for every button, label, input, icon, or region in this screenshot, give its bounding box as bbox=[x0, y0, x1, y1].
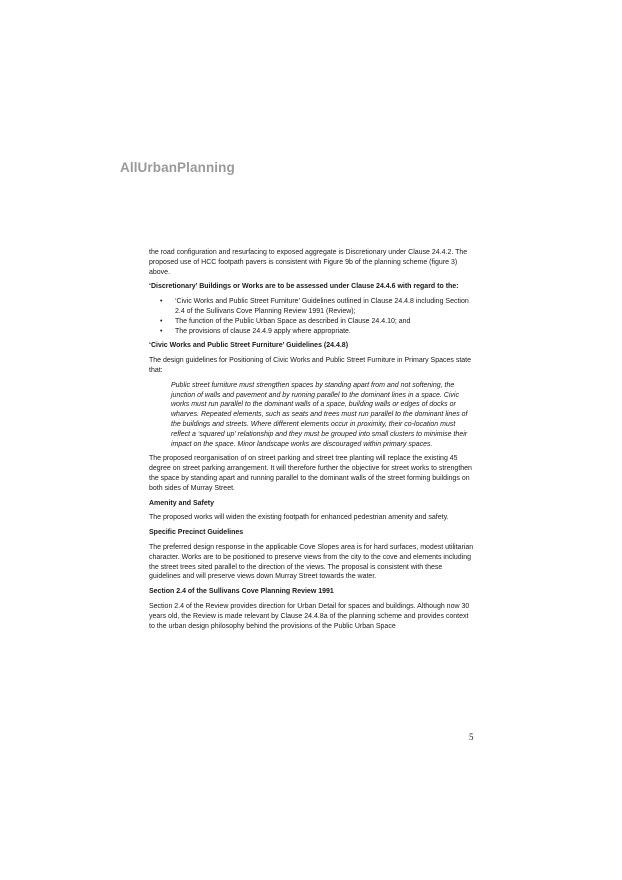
guidelines-quote: Public street furniture must strengthen spaces by standing apart from and not softening, the junction of walls and pavement and by running parallel to the dominant lines in a space. Civic works must run parallel to the dominant walls of a space, building walls or edges of docks or wharves. Repeated elements, such as seats and trees must run parallel to the dominant lines of the buildings and streets. Where different elements occur in proximity, their co-location must reflect a ‘squared up’ relationship and they must be grouped into small clusters to minimise their impact on the space. Minor landscape works are discouraged within primary spaces. bbox=[171, 381, 468, 448]
paragraph-road-configuration: the road configuration and resurfacing to exposed aggregate is Discretionary under Clause 24.4.2. The proposed use of HCC footpath pavers is consistent with Figure 9b of the planning scheme (figure 3) above. bbox=[149, 249, 468, 276]
page-number: 5 bbox=[469, 732, 474, 742]
list-item: • ‘Civic Works and Public Street Furniture’ Guidelines outlined in Clause 24.4.8 including Section 2.4 of the Sullivans Cove Planning Review 1991 (Review); bbox=[175, 297, 475, 317]
heading-discretionary-works: ‘Discretionary’ Buildings or Works are to be assessed under Clause 24.4.6 with regard to the: bbox=[149, 283, 459, 291]
assessment-criteria-list bbox=[149, 297, 475, 336]
heading-precinct-guidelines: Specific Precinct Guidelines bbox=[149, 529, 244, 537]
heading-amenity-safety: Amenity and Safety bbox=[149, 499, 214, 507]
paragraph-cove-slopes: The preferred design response in the applicable Cove Slopes area is for hard surfaces, modest utilitarian character. Works are to be positioned to preserve views from the city to the cove and elements including the street trees sited parallel to the direction of the views. The proposal is consistent with these guidelines and will preserve views down Murray Street towards the water. bbox=[149, 543, 474, 581]
list-item: • The provisions of clause 24.4.9 apply where appropriate. bbox=[175, 327, 475, 337]
company-logo: AllUrbanPlanning bbox=[120, 160, 235, 175]
list-item: • The function of the Public Urban Space as described in Clause 24.4.10; and bbox=[175, 317, 475, 327]
heading-civic-works-guidelines: ‘Civic Works and Public Street Furniture’ Guidelines (24.4.8) bbox=[149, 342, 349, 350]
paragraph-parking-reorganisation: The proposed reorganisation of on street parking and street tree planting will replace the existing 45 degree on street parking arrangement. It will therefore further the objective for street works to strengthen the space by standing apart and running parallel to the dominant walls of the street forming buildings on both sides of Murray Street. bbox=[149, 455, 472, 492]
paragraph-urban-detail: Section 2.4 of the Review provides direction for Urban Detail for spaces and buildings. Although now 30 years old, the Review is made relevant by Clause 24.4.8a of the planning scheme and provides context to the urban design philosophy behind the provisions of the Public Urban Space bbox=[149, 602, 470, 630]
paragraph-footpath-widening: The proposed works will widen the existing footpath for enhanced pedestrian amenity and safety. bbox=[149, 514, 449, 522]
paragraph-design-guidelines-intro: The design guidelines for Positioning of Civic Works and Public Street Furniture in Primary Spaces state that: bbox=[149, 357, 472, 374]
heading-section-2-4: Section 2.4 of the Sullivans Cove Planning Review 1991 bbox=[149, 588, 334, 596]
document-body bbox=[149, 248, 475, 636]
